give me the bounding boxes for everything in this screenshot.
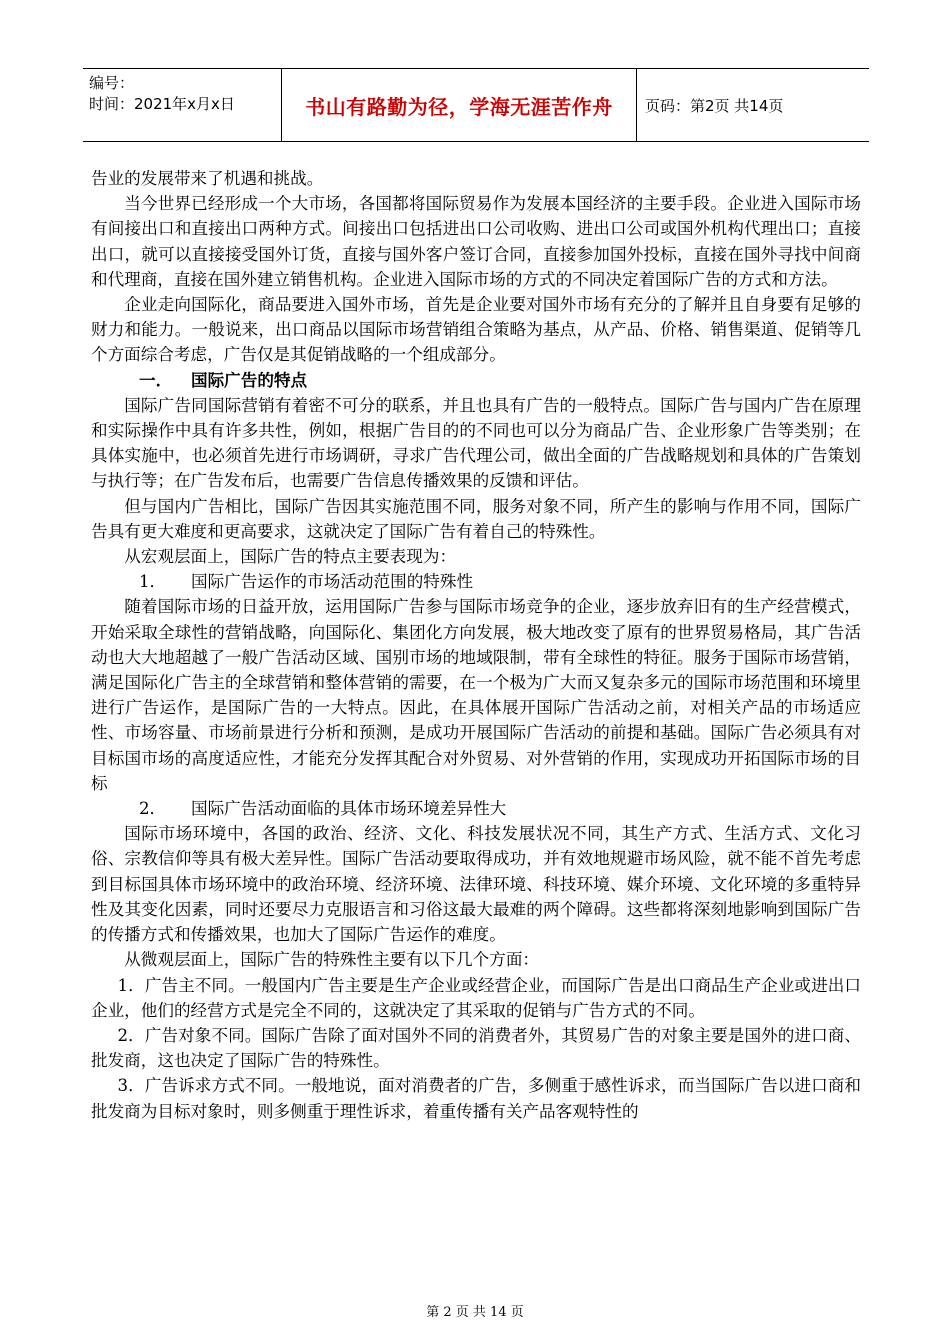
paragraph: 但与国内广告相比，国际广告因其实施范围不同，服务对象不同，所产生的影响与作用不同，国际广告具有更大难度和更高要求，这就决定了国际广告有着自己的特殊性。 [91,496,861,541]
paragraph: 从宏观层面上，国际广告的特点主要表现为： [124,547,457,567]
paragraph: 从微观层面上，国际广告的特殊性主要有以下几个方面： [124,950,540,970]
section-heading-number: 一． [139,369,173,390]
subsection-number: 1． [139,572,167,592]
subsection-text: 国际广告活动面临的具体市场环境差异性大 [191,799,507,819]
header-meta-cell [83,69,282,141]
document-time: 时间：2021年x月x日 [89,95,235,113]
list-paragraph: 1．广告主不同。一般国内广告主要是生产企业或经营企业，而国际广告是出口商品生产企业或进出口企业，他们的经营方式是完全不同的，这就决定了其采取的促销与广告方式的不同。 [91,975,861,1020]
list-paragraph: 2．广告对象不同。国际广告除了面对国外不同的消费者外，其贸易广告的对象主要是国外的进口商、批发商，这也决定了国际广告的特殊性。 [91,1025,861,1071]
document-number: 编号： [89,74,135,92]
paragraph: 随着国际市场的日益开放，运用国际广告参与国际市场竞争的企业，逐步放弃旧有的生产经营模式，开始采取全球性的营销战略，向国际化、集团化方向发展，极大地改变了原有的世界贸易格局，其广告活动也大大地超越了一般广告活动区域、国别市场的地域限制，带有全球性的特征。服务于国际市场营销，满足国际化广告主的全球营销和整体营销的需要，在一个极为广大而又复杂多元的国际市场范围和环境里进行广告运作，是国际广告的一大特点。因此，在具体展开国际广告活动之前，对相关产品的市场适应性、市场容量、市场前景进行分析和预测，是成功开展国际广告活动的前提和基础。国际广告必须具有对目标国市场的高度适应性，才能充分发挥其配合对外贸易、对外营销的作用，实现成功开拓国际市场的目标 [91,597,861,793]
subsection-text: 国际广告运作的市场活动范围的特殊性 [191,572,474,592]
section-heading [91,368,861,393]
header-page-info: 页码：第2页 共14页 [645,96,784,115]
paragraph: 当今世界已经形成一个大市场，各国都将国际贸易作为发展本国经济的主要手段。企业进入国际市场有间接出口和直接出口两种方式。间接出口包括进出口公司收购、进出口公司或国外机构代理出口；直接出口，就可以直接接受国外订货，直接与国外客户签订合同，直接参加国外投标，直接在国外寻找中间商和代理商，直接在国外建立销售机构。企业进入国际市场的方式的不同决定着国际广告的方式和方法。 [91,194,861,289]
paragraph: 国际广告同国际营销有着密不可分的联系，并且也具有广告的一般特点。国际广告与国内广告在原理和实际操作中具有许多共性，例如，根据广告目的的不同也可以分为商品广告、企业形象广告等类别；在具体实施中，也必须首先进行市场调研，寻求广告代理公司，做出全面的广告战略规划和具体的广告策划与执行等；在广告发布后，也需要广告信息传播效果的反馈和评估。 [91,395,861,491]
paragraph: 告业的发展带来了机遇和挑战。 [91,169,324,188]
header-table [83,68,869,142]
header-motto: 书山有路勤为径，学海无涯苦作舟 [282,69,637,141]
subsection-heading [91,796,861,821]
paragraph: 企业走向国际化，商品要进入国外市场，首先是企业要对国外市场有充分的了解并且自身要有足够的财力和能力。一般说来，出口商品以国际市场营销组合策略为基点，从产品、价格、销售渠道、促销等几个方面综合考虑，广告仅是其促销战略的一个组成部分。 [91,295,861,365]
list-paragraph: 3．广告诉求方式不同。一般地说，面对消费者的广告，多侧重于感性诉求，而当国际广告以进口商和批发商为目标对象时，则多侧重于理性诉求，着重传播有关产品客观特性的 [91,1076,861,1121]
document-body [91,166,861,1124]
page-footer: 第 2 页 共 14 页 [426,1305,524,1320]
paragraph: 国际市场环境中，各国的政治、经济、文化、科技发展状况不同，其生产方式、生活方式、文化习俗、宗教信仰等具有极大差异性。国际广告活动要取得成功，并有效地规避市场风险，就不能不首先考虑到目标国具体市场环境中的政治环境、经济环境、法律环境、科技环境、媒介环境、文化环境的多重特异性及其变化因素，同时还要尽力克服语言和习俗这最大最难的两个障碍。这些都将深刻地影响到国际广告的传播方式和传播效果，也加大了国际广告运作的难度。 [91,824,861,945]
section-heading-text: 国际广告的特点 [191,369,308,390]
subsection-number: 2． [139,799,167,819]
subsection-heading [91,569,861,594]
